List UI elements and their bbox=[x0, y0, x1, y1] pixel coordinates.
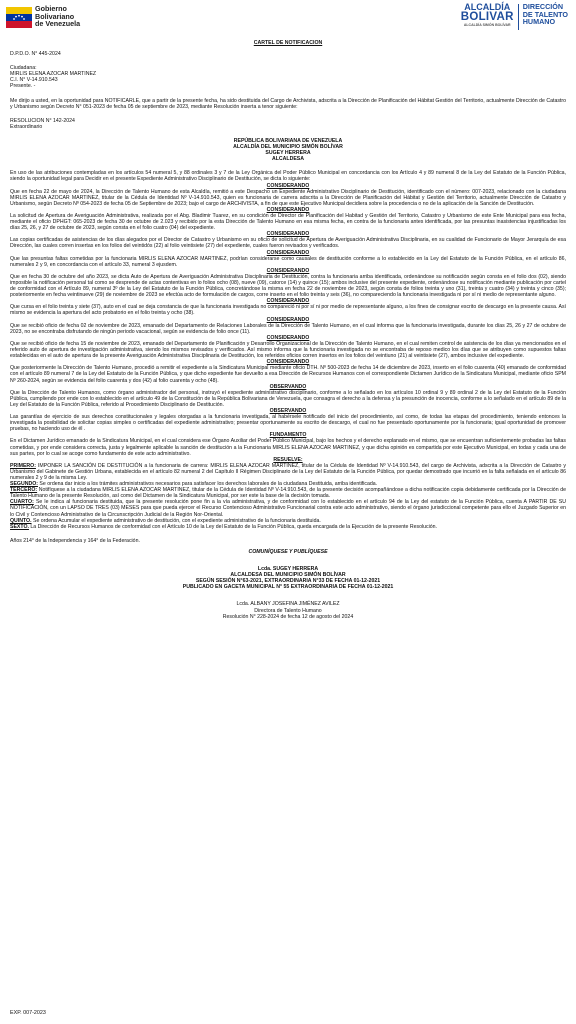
signature2-resolution: Resolución N° 228-2024 de fecha 12 de agosto del 2024 bbox=[222, 613, 354, 620]
alcaldia-logo bbox=[461, 3, 568, 30]
dating-line: Años 214° de la Independencia y 164° de la Federación. bbox=[10, 537, 140, 544]
authority-line-1: REPÚBLICA BOLIVARIANA DE VENEZUELA bbox=[233, 137, 343, 144]
resuelve-text: Notifíquese a la ciudadana MIRLIS ELENA AZOCAR MARTINEZ, titular de la Cédula de Identidad Nº V-14.910.543, de la presente decisión acompañándose a dicha notificación copia debidamente certificada por la Dirección de Talento Humano de la presente Resolución, así como del Dictamen de la Sindicatura Municipal, por ser este la base de la decisión tomada. bbox=[10, 487, 566, 500]
signature2-name: Lcda. ALBANY JOSEFINA JIMÉNEZ AVILEZ bbox=[236, 601, 340, 608]
section-text: Que se recibió oficio de fecha 15 de noviembre de 2023, emanado del Departamento de Planificación y Desarrollo Organizacional de la Dirección de Talento Humano, en el cual remiten control de asistencia de los días ya mencionados en el referido auto de apertura de investigación administrativa, siendo los mismos revisados y verificados. Así mismo informa que la funcionaria investigada no se encontraba de reposo medico los días que se atribuyen como supuestos faltas establecidas en el auto de apertura de la presente Averiguación Administrativa Disciplinaria de Destitución, los referidos oficios corren insertos en los folios del veintiuno (21) al veintisiete (27), ambos inclusive del expediente. bbox=[10, 340, 566, 360]
resuelve-key: QUINTO. bbox=[10, 517, 32, 524]
resuelve-key: SEGUNDO: bbox=[10, 481, 38, 488]
resuelve-key: PRIMERO: bbox=[10, 462, 36, 469]
logo-divider bbox=[518, 4, 519, 30]
page-header bbox=[0, 0, 576, 42]
resuelve-item bbox=[10, 463, 566, 481]
authority-line-2: ALCALDÍA DEL MUNICIPIO SIMÓN BOLÍVAR bbox=[233, 144, 343, 151]
alcaldia-line-1: ALCALDÍA bbox=[464, 2, 511, 12]
dth-line-3: HUMANO bbox=[522, 17, 556, 27]
resolution-number: RESOLUCION N° 142-2024 bbox=[10, 117, 75, 124]
gobierno-logo bbox=[6, 5, 80, 31]
recipient-label: Ciudadana: bbox=[10, 65, 37, 72]
section-text: La solicitud de Apertura de Averiguación Administrativa, realizada por el Abg. Bladimir Tuarez, en su condición de Director de Planificación del Habitad y Gestión del Territorio, Catastro y Urbanismo de este Ente Municipal para esa fecha, mediante el oficio DPHGT: 065-2023 de fecha 30 de octubre de 2.023 y recibido por la esta Dirección de Talento Humano en esa misma fecha, en contra de la funcionaria antes identificada, por las presuntas inasistencias injustificadas los días 25, 26, y 27 de octubre de 2023, según consta en el folio cuatro (04) del expediente. bbox=[10, 212, 566, 232]
reference-number: D.P.D.O. N° 445-2024 bbox=[10, 51, 61, 58]
alcaldia-line-3: ALCALDÍA SIMÓN BOLÍVAR bbox=[463, 23, 511, 27]
section-text: Las garantías de ejercicio de sus derechos constitucionales y legales otorgadas a la funcionaria investigada, al habérsele notificado del inicio del procedimiento, así como, de todas las etapas del procedimiento, teniendo entonces la investigada la posibilidad de solicitar copias simples o certificadas del expediente administrativo; presentar oportunamente su escrito de descargo, el cual no fue presentado oportunamente por la funcionaria; igual oportunidad de promover pruebas, no haciendo uso de él . bbox=[10, 414, 566, 433]
intro-paragraph: Me dirijo a usted, en la oportunidad para NOTIFICARLE, que a partir de la presente fecha, ha sido destituida del Cargo de Archivista, adscrita a la Dirección de Planificación del Hábitat Gestión del Territorio, actualmente Dirección de Catastro y Urbanismo según Decreto N° 051-2023 de fecha 05 de septiembre de 2023, mediante Resolución inserta a tenor siguiente: bbox=[10, 97, 566, 110]
authority-line-3: SUGEY HERRERA bbox=[265, 150, 311, 157]
section-heading: CONSIDERANDO bbox=[266, 206, 310, 213]
signature1-session: SEGÚN SESIÓN N°63-2021, EXTRAORDINARIA N°33 DE FECHA 01-12-2021 bbox=[195, 578, 381, 585]
section-heading: CONSIDERANDO bbox=[266, 298, 310, 305]
resuelve-text: La Dirección de Recursos Humanos de conformidad con el Artículo 10 de la Ley del Estatuto de la Función Pública, queda encargada de la Ejecución de la presente Resolución. bbox=[30, 523, 437, 530]
resolution-type: Extraordinario bbox=[10, 123, 43, 130]
dth-line-2: DE TALENTO bbox=[522, 9, 568, 19]
section-heading: OBSERVANDO bbox=[269, 407, 307, 414]
section-text: Que se recibió oficio de fecha 02 de noviembre de 2023, emanado del Departamento de Relaciones Laborales de la Dirección de Talento Humano, en el cual informa que la funcionaria investigada, durante los días 25, 26 y 27 de octubre de 2023, no se encontraba disfrutando de ningún periodo vacacional, según se evidencia de folio once (11). bbox=[10, 322, 566, 335]
signature1-title: ALCALDESA DEL MUNICIPIO SIMÓN BOLÍVAR bbox=[230, 572, 346, 579]
section-heading: CONSIDERANDO bbox=[266, 231, 310, 238]
section-heading: CONSIDERANDO bbox=[266, 249, 310, 256]
gov-line-3: de Venezuela bbox=[35, 19, 81, 29]
resuelve-key: CUARTO: bbox=[10, 499, 34, 506]
dth-line-1: DIRECCIÓN bbox=[522, 2, 564, 11]
resuelve-text: Se le indica al funcionaria destituida, que la presente resolución pone fin a la vía administrativa, y de conformidad con lo establecido en el artículo 94 de la Ley del estatuto de la Función Pública, cuenta A PARTIR DE SU NOTIFICACIÓN, con un LAPSO DE TRES (03) MESES para que pueda ejercer el Recurso Contencioso Administrativo Funcionarial contra este acto administrativo, siendo el órgano jurisdiccional competente para ello el Juzgado Superior en lo Civil y Contencioso Administrativo de la Circunscripción Judicial de la Región Nor-Oriental. bbox=[10, 499, 566, 518]
resuelve-text: Se ordena Acumular el expediente administrativo de destitución, con el expediente administrativo de la funcionaria destituida. bbox=[32, 517, 321, 524]
comuniquese-line: COMUNÍQUESE Y PUBLÍQUESE bbox=[248, 548, 328, 555]
resuelve-key: TERCERO: bbox=[10, 487, 38, 494]
section-text: Las copias certificadas de asistencias de los días alegados por el Director de Catastro y Urbanismo en su oficio de solicitud de Apertura de Averiguación Administrativa Disciplinaria, en su cualidad de Funcionario de Mayor Jerarquía de esa Dirección, las cuales corren insertas en los folios del veintidós (22) al folio veintisiete (27) del expediente, cuales fueron revisados y verificados. bbox=[10, 237, 566, 250]
document-title: CARTEL DE NOTIFICACION bbox=[253, 40, 323, 46]
section-text: Que en fecha 30 de octubre del año 2023, se dicta Auto de Apertura de Averiguación Administrativa Disciplinaria de Destitución, contra la funcionaria arriba identificada, ordenándose su notificación según consta en el folio dos (02), siendo imposible la notificación personal tal como se desprende de actas contentivas en lo folios ocho (08), nueve (09), catorce (14) y quince (15); ambos inclusive del presente expediente, ordenándose su notificación mediante publicación por cartel de conformidad con el Artículo 89, numeral 3º de la Ley del Estatuto de la Función Pública, concretándose la misma en fecha 22 de noviembre de 2023, según consta de folios treinta y uno (31), treinta y cuatro (34) y treinta y cinco (35); posteriormente en fecha veintinueve (29) de noviembre de 2023 se efectúa acto de formulación de cargos, corre inserto en el folio treinta y seis (36), no compareciendo la funcionaria investigada ni por sí ni medio de representante alguno. bbox=[10, 273, 566, 299]
section-text: Que las presuntas faltas cometidas por la funcionaria MIRLIS ELENA AZOCAR MARTINEZ, podrían considerarse como causales de destitución conforme a lo establecido en la Ley del Estatuto de la Función Pública, en el artículo 86, numerales 2 y 9, en concordancia con el artículo 33, numeral 3 ejusdem. bbox=[10, 255, 566, 268]
resuelve-text: IMPONER LA SANCIÓN DE DESTITUCIÓN a la funcionaria de carrera: MIRLIS ELENA AZOCAR MARTINEZ, titular de la Cédula de Identidad Nº V-14.910.543, del cargo de Archivista, adscrita a la Dirección de Catastro y Urbanismo del Gabinete de Gestión Urbana, establecida en el artículo 82 numeral 2 del Capítulo II Régimen Disciplinario de la Ley del Estatuto de la Función Pública, por quedar demostrado que incurrió en la falta señalada en el artículo 86 numerales 2 y 9 de la misma Ley. bbox=[10, 462, 566, 481]
recipient-presente: Presente. - bbox=[10, 83, 36, 90]
preamble-paragraph: En uso de las atribuciones contempladas en los artículos 54 numeral 5, y 88 ordinales 3 y 7 de la Ley Orgánica del Poder Público Municipal en concordancia con los Artículo 4 y 89 numeral 8 de la Ley del Estatuto de la Función Pública, siendo la oportunidad legal para Decidir en el presente Expediente Administrativo Disciplinario de Destitución, se dicta lo siguiente: bbox=[10, 170, 566, 183]
section-heading: CONSIDERANDO bbox=[266, 334, 310, 341]
section-heading: FUNDAMENTO bbox=[269, 432, 307, 439]
section-heading: CONSIDERANDO bbox=[266, 182, 310, 189]
section-heading: CONSIDERANDO bbox=[266, 316, 310, 323]
signature1-gaceta: PUBLICADO EN GACETA MUNICIPAL N° 55 EXTRAORDINARIA DE FECHA 01-12-2021 bbox=[182, 584, 394, 591]
section-heading: CONSIDERANDO bbox=[266, 359, 310, 366]
venezuela-flag-icon bbox=[6, 5, 32, 31]
resuelve-item bbox=[10, 499, 566, 517]
alcaldia-line-2: BOLIVAR bbox=[460, 11, 514, 23]
gov-line-2: Bolivariano bbox=[35, 11, 75, 21]
section-text: En el Dictamen Jurídico emanado de la Sindicatura Municipal, en el cual considera ese Órgano Auxiliar del Poder Público Municipal, bajo los hechos y el derecho explanado en el mismo, que se encuentran suficientemente probadas las faltas cometidas, y por ende considera correcta, justa y legalmente aplicable la sanción de destitución a la Funcionaria MIRLIS ELENA AZOCAR MARTINEZ, y que dicha opinión es compartida por este Ejecutivo Municipal, en todas y cada una de sus partes, por lo cual se acoge como fundamento de este acto administrativo. bbox=[10, 438, 566, 457]
signature2-title: Directora de Talento Humano bbox=[254, 607, 322, 614]
resuelve-item bbox=[10, 487, 566, 499]
resuelve-text: Se ordena dar inicio a los trámites administrativos necesarios para satisfacer los derechos laborales de la ciudadana Destituida, arriba identificada. bbox=[39, 481, 378, 488]
resuelve-key: SEXTO. bbox=[10, 523, 29, 530]
section-heading: CONSIDERANDO bbox=[266, 267, 310, 274]
section-heading: OBSERVANDO bbox=[269, 383, 307, 390]
document-body bbox=[10, 40, 566, 620]
section-text: Que en fecha 22 de mayo de 2024, la Dirección de Talento Humano de esta Alcaldía, remitió a este Despacho un Expediente Administrativo Disciplinario de Destitución, identificado con el número: 007-2023, relacionado con la ciudadana MIRLIS ELENA AZOCAR MARTINEZ, titular de la Cédula de Identidad Nº V-14.910.543, quien es funcionaria de carrera adscrita a la Dirección de Planificación del Hábitat y Gestión del Territorio, actualmente Dirección de Catastro y Urbanismo, según Decreto Nº 054-2023 de fecha 05 de Septiembre de 2023; bajo el cargo de ARCHIVISTA, a fin de que este Ejecutivo Municipal decidiera sobre la procedencia o no de la aplicación de la Sanción de Destitución. bbox=[10, 188, 566, 207]
section-text: Que cursa en el folio treinta y siete (37), auto en el cual se deja constancia de que la funcionaria investigada no compareció ni por sí ni por medio de representante alguno, a los fines de consignar escrito de descargo en la presente causa. Así mismo se evidencia la apertura del acto probatorio en el folio treinta y ocho (38). bbox=[10, 304, 566, 317]
expediente-footer: EXP. 007-2023 bbox=[10, 1010, 46, 1016]
section-text: Que la Dirección de Talento Humanos, como órgano administrador del personal, instruyó el expediente administrativo disciplinario, conforme a lo señalado en los artículos 10 ordinal 9 y 89 ordinal 2 de la Ley del Estatuto de la Función Pública, cumpliendo por ende con lo establecido en el artículo 49 de la Constitución de la República Bolivariana de Venezuela, que consagra el derecho a la defensa y la presunción de inocencia, conforme a lo señalado en el artículo 89 de la Ley del Estatuto de la Función Pública, referido al Procedimiento Disciplinario de Destitución. bbox=[10, 389, 566, 408]
resuelve-heading: RESUELVE: bbox=[273, 456, 303, 463]
recipient-name: MIRLIS ELENA AZOCAR MARTINEZ bbox=[10, 71, 97, 78]
section-text: Que posteriormente la Dirección de Talento Humano, procedió a remitir el expediente a la Sindicatura Municipal mediante oficio DTH. Nº 500-2023 de fecha 14 de diciembre de 2023, inserto en el folio cuarenta (40) emanado de conformidad con el artículo 89 numeral 7 de la Ley del Estatuto de la Función Pública, y que dicho expediente fue devuelto a esa Dirección de Recursos Humanos con el correspondiente Dictamen Jurídico de la Sindicatura Municipal, mediante oficio SPM Nº 260-2024, según se evidencia del folio cuarenta y dos (42) al folio cuarenta y ocho (48). bbox=[10, 365, 566, 384]
recipient-ci: C.I. N° V-14.910.543 bbox=[10, 77, 58, 84]
authority-line-4: ALCALDESA bbox=[272, 156, 304, 163]
gov-line-1: Gobierno bbox=[35, 4, 67, 13]
signature1-name: Lcda. SUGEY HERRERA bbox=[257, 566, 319, 573]
